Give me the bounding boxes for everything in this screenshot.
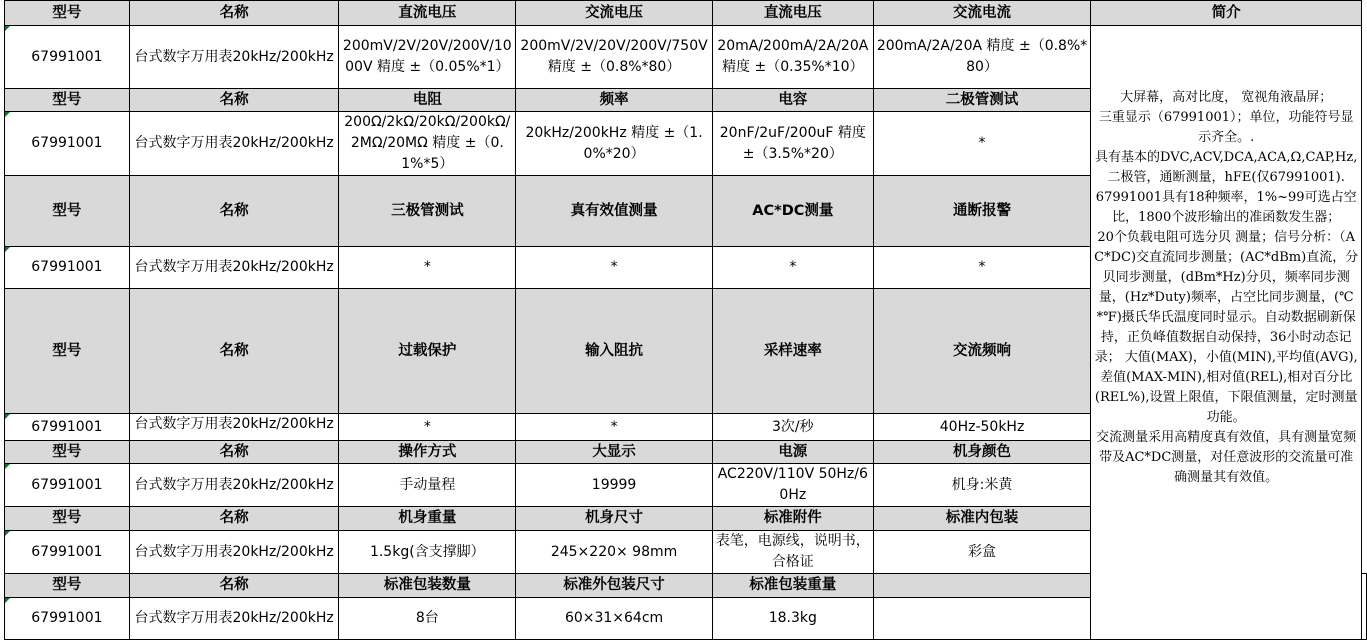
- comment-marker-icon: [5, 464, 10, 469]
- value-cell: 19999: [516, 464, 713, 507]
- value-cell: *: [339, 247, 516, 289]
- model-value: 67991001: [31, 610, 103, 626]
- header-name: 名称: [129, 176, 339, 247]
- model-cell: [5, 464, 130, 507]
- header-name: 名称: [129, 507, 339, 531]
- header-cell: 电阻: [339, 89, 516, 112]
- value-cell: 200Ω/2kΩ/20kΩ/200kΩ/2MΩ/20MΩ 精度 ±（0.1%*5）: [339, 112, 516, 176]
- value-cell: *: [516, 414, 713, 441]
- header-cell: 输入阻抗: [516, 289, 713, 414]
- comment-marker-icon: [5, 531, 10, 536]
- model-cell: [5, 26, 130, 89]
- header-name: 名称: [129, 289, 339, 414]
- header-cell: 标准包装数量: [339, 574, 516, 598]
- model-cell: [5, 414, 130, 441]
- header-cell: AC*DC测量: [712, 176, 873, 247]
- header-cell: 通断报警: [873, 176, 1091, 247]
- model-cell: [5, 598, 130, 640]
- table-row: [5, 26, 1367, 89]
- intro-text: [1091, 26, 1362, 640]
- header-name: 名称: [129, 574, 339, 598]
- value-cell: *: [339, 414, 516, 441]
- header-cell: 三极管测试: [339, 176, 516, 247]
- header-row: [5, 1, 1367, 26]
- name-cell: 台式数字万用表20kHz/200kHz: [129, 112, 339, 176]
- header-cell: [873, 574, 1091, 598]
- value-cell: 20mA/200mA/2A/20A 精度 ±（0.35%*10）: [712, 26, 873, 89]
- value-cell: *: [873, 247, 1091, 289]
- value-cell: 彩盒: [873, 531, 1091, 574]
- header-cell: 大显示: [516, 441, 713, 464]
- header-cell: 频率: [516, 89, 713, 112]
- comment-marker-icon: [5, 598, 10, 603]
- value-cell: 245×220× 98mm: [516, 531, 713, 574]
- header-model: 型号: [5, 89, 130, 112]
- header-name: 名称: [129, 441, 339, 464]
- name-cell: 台式数字万用表20kHz/200kHz: [129, 531, 339, 574]
- value-cell: 8台: [339, 598, 516, 640]
- header-cell: 真有效值测量: [516, 176, 713, 247]
- value-cell: 手动量程: [339, 464, 516, 507]
- comment-marker-icon: [5, 247, 10, 252]
- comment-marker-icon: [5, 26, 10, 31]
- value-cell: *: [873, 112, 1091, 176]
- intro-paragraph: 大屏幕，高对比度， 宽视角液晶屏； 三重显示（67991001）；单位，功能符号显示齐全。. 具有基本的DVC,ACV,DCA,ACA,Ω,CAP,Hz,二极管，通断测量，hFE(仅67991001). 67991001具有18种频率，1%~99可选占空比，1800个波形输出的准函数发生器； 20个负载电阻可选分贝 测量；信号分析：（AC*DC)交直流同步测量；(AC*dBm)直流，分贝同步测量，(dBm*Hz)分贝，频率同步测量，(Hz*Duty)频率，占空比同步测量，(℃*℉)摄氏华氏温度同时显示。自动数据刷新保持，正负峰值数据自动保持，36小时动态记录； 大值(MAX)，小值(MIN),平均值(AVG),差值(MAX-MIN),相对值(REL),相对百分比(REL%),设置上限值，下限值测量，定时测量功能。 交流测量采用高精度真有效值，具有测量宽频带及AC*DC测量，对任意波形的交流量可准确测量其有效值。: [1094, 90, 1359, 485]
- model-value: 67991001: [31, 543, 103, 560]
- value-cell: 20nF/2uF/200uF 精度 ±（3.5%*20）: [712, 112, 873, 176]
- header-cell: 机身颜色: [873, 441, 1091, 464]
- header-cell: 操作方式: [339, 441, 516, 464]
- name-cell: 台式数字万用表20kHz/200kHz: [129, 26, 339, 89]
- model-value: 67991001: [31, 135, 103, 151]
- value-cell: 3次/秒: [712, 414, 873, 441]
- value-cell: *: [516, 247, 713, 289]
- value-cell: 机身:米黄: [873, 464, 1091, 507]
- model-cell: [5, 247, 130, 289]
- header-cell: 机身尺寸: [516, 507, 713, 531]
- model-cell: [5, 531, 130, 574]
- name-cell: 台式数字万用表20kHz/200kHz: [129, 247, 339, 289]
- header-model: 型号: [5, 176, 130, 247]
- header-cell: 交流电压: [516, 1, 713, 26]
- value-cell: 200mV/2V/20V/200V/1000V 精度 ±（0.05%*1）: [339, 26, 516, 89]
- header-model: 型号: [5, 289, 130, 414]
- comment-marker-icon: [5, 112, 10, 117]
- empty-cell: [1362, 574, 1367, 640]
- header-cell: 电源: [712, 441, 873, 464]
- header-cell: 交流频响: [873, 289, 1091, 414]
- model-value: 67991001: [31, 476, 103, 493]
- value-cell: 1.5kg(含支撑脚）: [339, 531, 516, 574]
- name-cell: 台式数字万用表20kHz/200kHz: [129, 598, 339, 640]
- header-model: 型号: [5, 507, 130, 531]
- header-name: 名称: [129, 89, 339, 112]
- name-cell: [129, 414, 339, 441]
- name-clip: 台式数字万用表20kHz/200kHz: [134, 416, 334, 432]
- value-cell: [873, 598, 1091, 640]
- header-model: 型号: [5, 574, 130, 598]
- model-value: 67991001: [31, 418, 103, 435]
- model-cell: [5, 112, 130, 176]
- header-cell: 过载保护: [339, 289, 516, 414]
- value-cell: 20kHz/200kHz 精度 ±（1.0%*20）: [516, 112, 713, 176]
- header-model: 型号: [5, 1, 130, 26]
- header-cell: 标准内包装: [873, 507, 1091, 531]
- header-intro: 简介: [1091, 1, 1362, 26]
- header-cell: 采样速率: [712, 289, 873, 414]
- header-cell: 直流电压: [339, 1, 516, 26]
- header-cell: 标准附件: [712, 507, 873, 531]
- model-value: 67991001: [31, 48, 103, 65]
- header-cell: 标准包装重量: [712, 574, 873, 598]
- header-cell: 标准外包装尺寸: [516, 574, 713, 598]
- header-name: 名称: [129, 1, 339, 26]
- value-cell: 200mV/2V/20V/200V/750V 精度 ±（0.8%*80）: [516, 26, 713, 89]
- header-cell: 二极管测试: [873, 89, 1091, 112]
- header-model: 型号: [5, 441, 130, 464]
- header-cell: 交流电流: [873, 1, 1091, 26]
- value-cell: 18.3kg: [712, 598, 873, 640]
- comment-marker-icon: [5, 414, 10, 419]
- value-cell: 60×31×64cm: [516, 598, 713, 640]
- value-cell: *: [712, 247, 873, 289]
- value-cell: 200mA/2A/20A 精度 ±（0.8%*80）: [873, 26, 1091, 89]
- value-cell: 表笔，电源线，说明书，合格证: [712, 531, 873, 574]
- model-value: 67991001: [31, 259, 103, 275]
- header-cell: 电容: [712, 89, 873, 112]
- value-cell: AC220V/110V 50Hz/60Hz: [712, 464, 873, 507]
- name-cell: 台式数字万用表20kHz/200kHz: [129, 464, 339, 507]
- header-cell: 机身重量: [339, 507, 516, 531]
- value-cell: 40Hz-50kHz: [873, 414, 1091, 441]
- product-spec-table: [4, 0, 1367, 640]
- header-cell: 直流电压: [712, 1, 873, 26]
